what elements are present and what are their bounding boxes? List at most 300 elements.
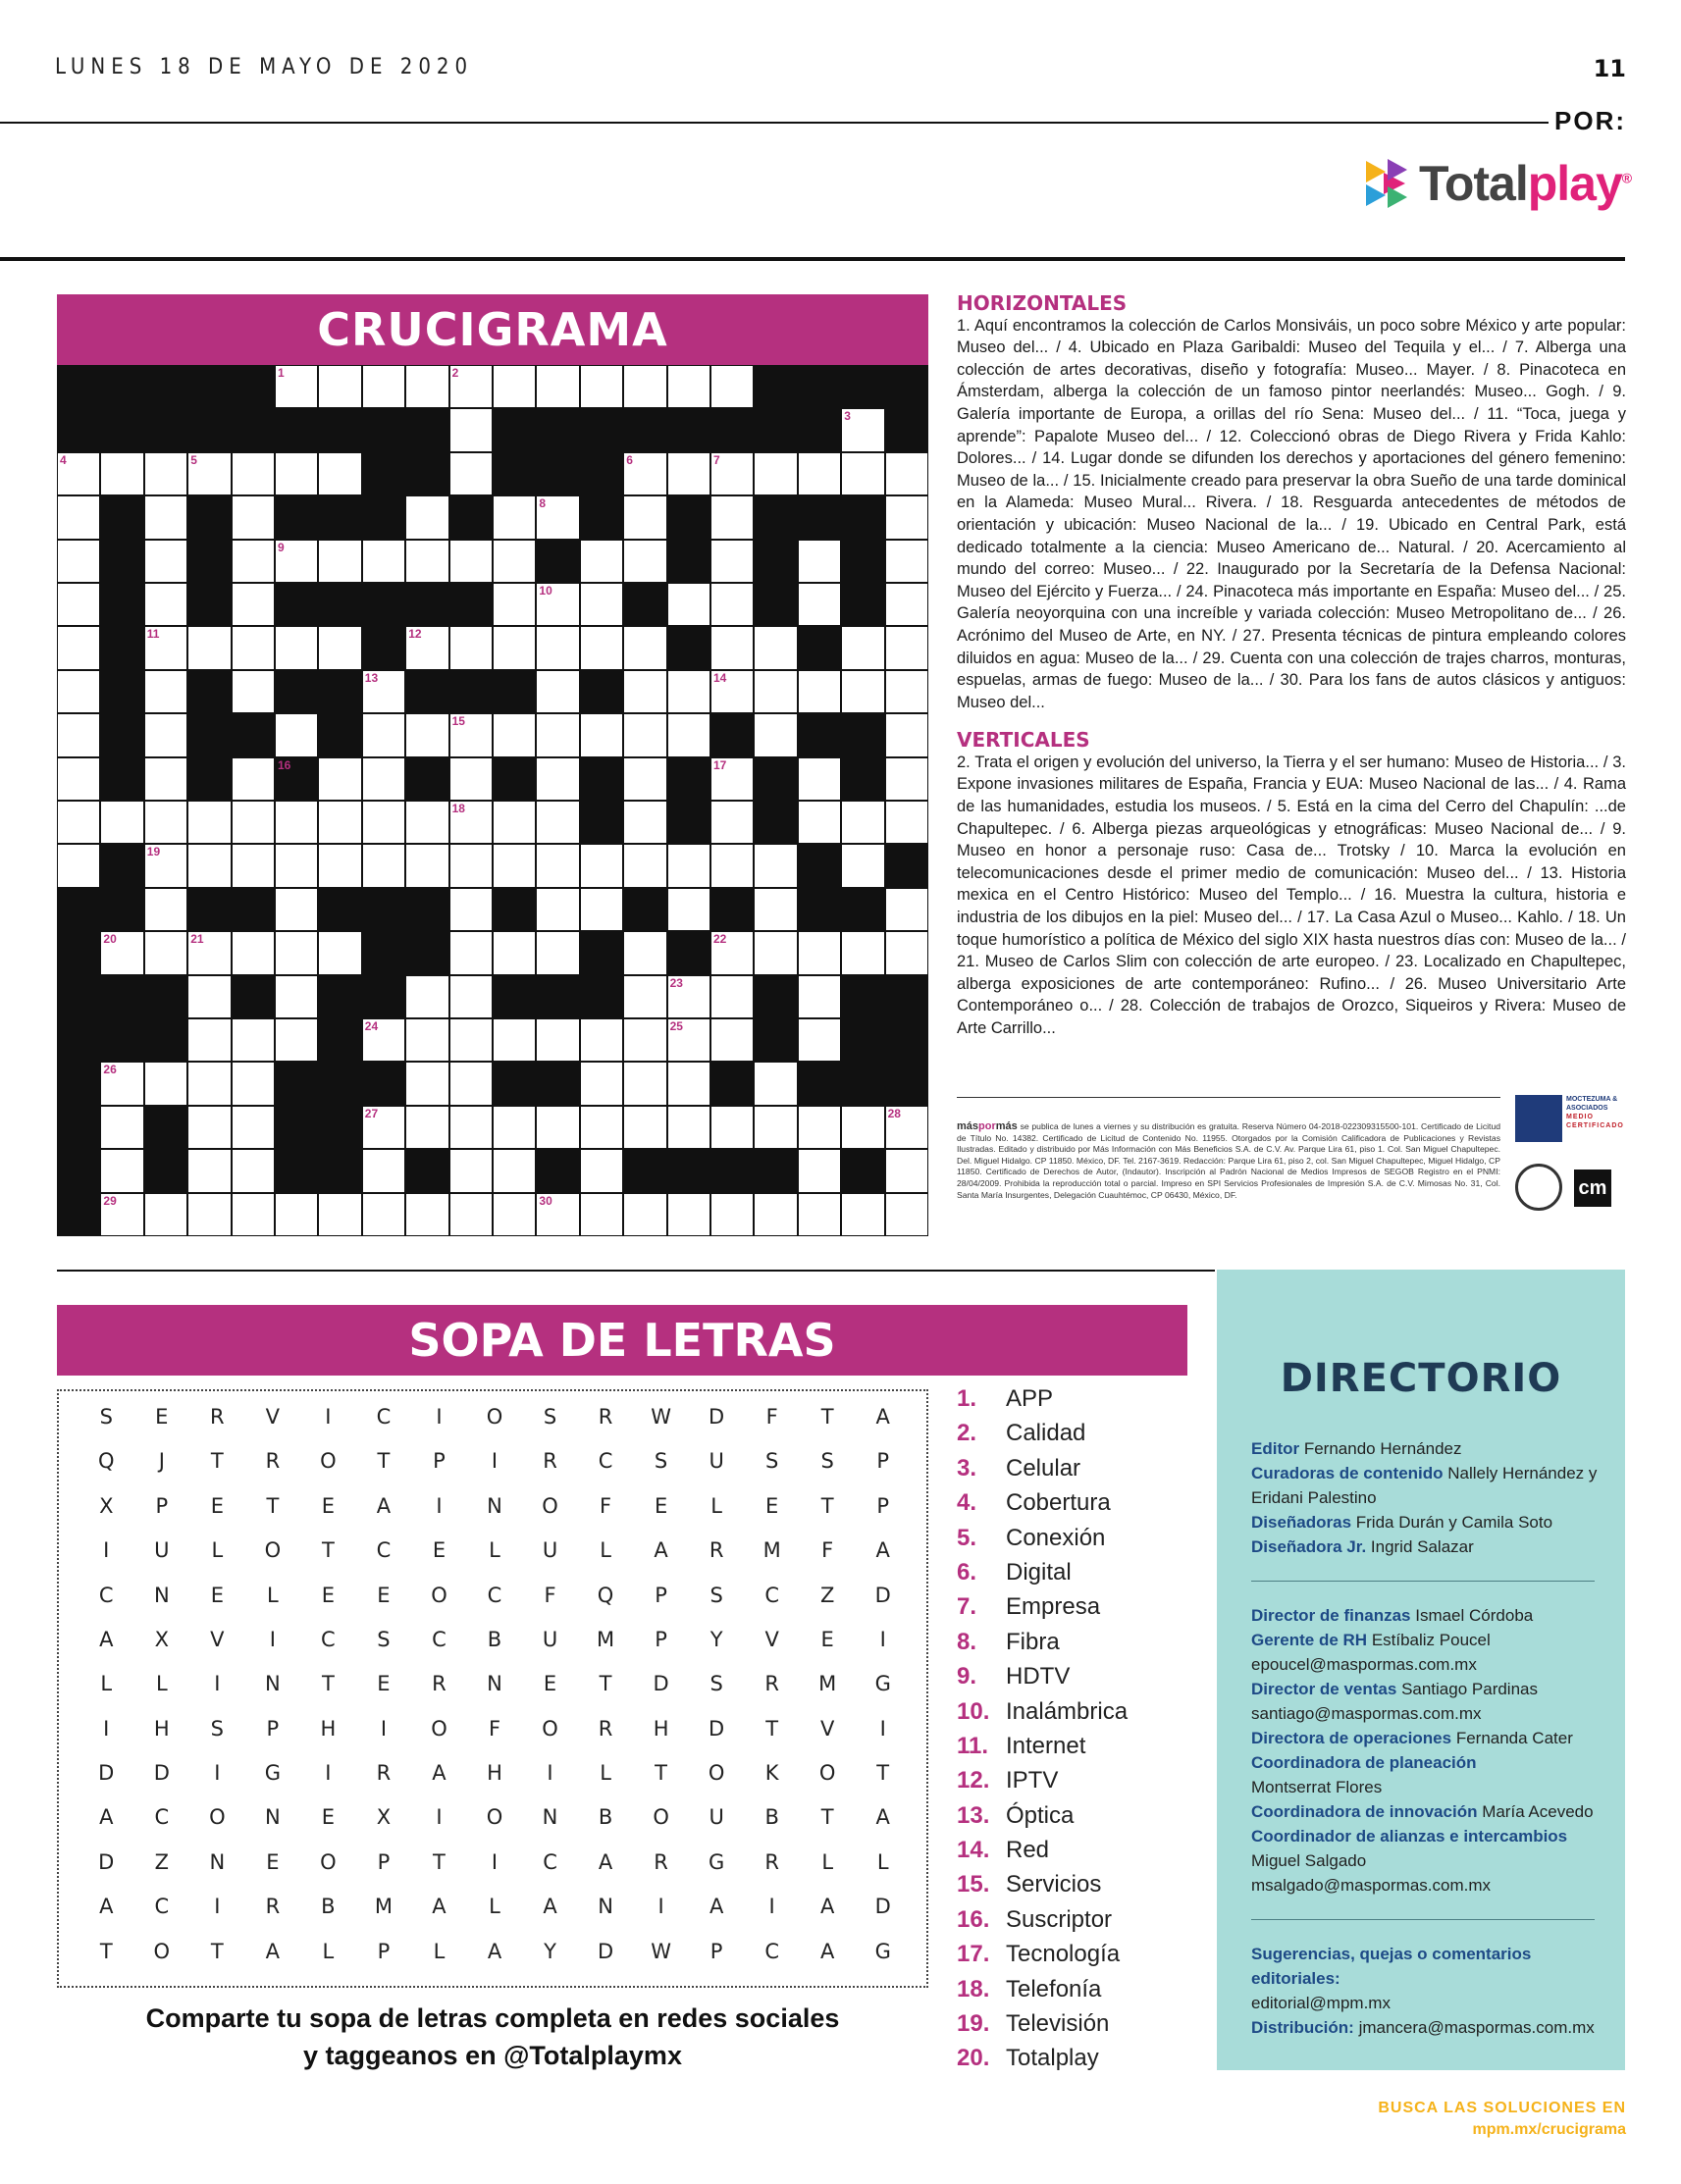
crossword-cell[interactable]: [319, 627, 360, 668]
crossword-cell[interactable]: [711, 584, 753, 625]
crossword-cell[interactable]: [886, 541, 927, 582]
crossword-cell[interactable]: [886, 802, 927, 843]
crossword-cell[interactable]: [799, 758, 840, 800]
wordsearch-letter[interactable]: D: [709, 1405, 725, 1429]
crossword-cell[interactable]: [581, 584, 622, 625]
crossword-cell[interactable]: [668, 1063, 709, 1104]
wordsearch-letter[interactable]: C: [598, 1449, 613, 1474]
crossword-cell[interactable]: [145, 496, 186, 538]
crossword-cell[interactable]: [145, 889, 186, 930]
crossword-cell[interactable]: [581, 627, 622, 668]
crossword-cell[interactable]: [886, 714, 927, 755]
crossword-cell[interactable]: [799, 802, 840, 843]
crossword-cell[interactable]: [886, 1194, 927, 1235]
crossword-cell[interactable]: [450, 889, 492, 930]
crossword-cell[interactable]: [145, 584, 186, 625]
crossword-cell[interactable]: [537, 758, 578, 800]
crossword-cell[interactable]: [711, 1194, 753, 1235]
wordsearch-letter[interactable]: T: [266, 1493, 280, 1518]
crossword-cell[interactable]: [624, 976, 665, 1017]
wordsearch-letter[interactable]: R: [543, 1449, 557, 1474]
wordsearch-letter[interactable]: N: [153, 1583, 170, 1607]
crossword-cell[interactable]: [233, 584, 274, 625]
crossword-cell[interactable]: [494, 584, 535, 625]
crossword-cell[interactable]: [188, 1063, 230, 1104]
wordsearch-letter[interactable]: T: [820, 1805, 834, 1830]
wordsearch-letter[interactable]: B: [321, 1895, 336, 1919]
wordsearch-letter[interactable]: X: [99, 1493, 114, 1518]
crossword-cell[interactable]: [886, 671, 927, 712]
wordsearch-letter[interactable]: O: [542, 1493, 558, 1518]
crossword-cell[interactable]: [450, 1063, 492, 1104]
wordsearch-letter[interactable]: P: [709, 1939, 723, 1963]
crossword-cell[interactable]: [406, 1063, 447, 1104]
wordsearch-letter[interactable]: O: [431, 1583, 447, 1607]
wordsearch-letter[interactable]: R: [654, 1849, 668, 1874]
wordsearch-letter[interactable]: G: [874, 1672, 891, 1696]
crossword-cell[interactable]: [406, 714, 447, 755]
wordsearch-letter[interactable]: C: [376, 1538, 392, 1563]
crossword-cell[interactable]: [145, 714, 186, 755]
wordsearch-letter[interactable]: L: [433, 1939, 446, 1963]
wordsearch-letter[interactable]: O: [153, 1939, 171, 1963]
wordsearch-letter[interactable]: C: [764, 1939, 779, 1963]
crossword-cell[interactable]: [581, 366, 622, 407]
wordsearch-letter[interactable]: D: [709, 1716, 725, 1741]
crossword-cell[interactable]: [319, 932, 360, 973]
wordsearch-letter[interactable]: U: [709, 1805, 724, 1830]
wordsearch-letter[interactable]: D: [597, 1939, 614, 1963]
wordsearch-letter[interactable]: U: [542, 1627, 558, 1651]
wordsearch-letter[interactable]: E: [321, 1493, 336, 1518]
crossword-cell[interactable]: [886, 496, 927, 538]
wordsearch-letter[interactable]: X: [154, 1627, 169, 1651]
crossword-cell[interactable]: [188, 1019, 230, 1061]
wordsearch-letter[interactable]: Y: [544, 1939, 556, 1963]
wordsearch-letter[interactable]: D: [653, 1672, 669, 1696]
wordsearch-letter[interactable]: O: [264, 1538, 282, 1563]
wordsearch-letter[interactable]: A: [376, 1493, 392, 1518]
crossword-cell[interactable]: [145, 758, 186, 800]
crossword-cell[interactable]: [363, 1194, 404, 1235]
wordsearch-letter[interactable]: V: [820, 1716, 835, 1741]
crossword-cell[interactable]: [276, 627, 317, 668]
crossword-cell[interactable]: [581, 541, 622, 582]
crossword-cell[interactable]: [276, 932, 317, 973]
crossword-cell[interactable]: [842, 1107, 883, 1148]
crossword-cell[interactable]: [450, 1150, 492, 1191]
crossword-cell[interactable]: [799, 584, 840, 625]
crossword-cell[interactable]: [537, 1107, 578, 1148]
wordsearch-letter[interactable]: P: [266, 1716, 280, 1741]
crossword-cell[interactable]: [711, 976, 753, 1017]
crossword-cell[interactable]: [624, 541, 665, 582]
crossword-cell[interactable]: [406, 1019, 447, 1061]
crossword-cell[interactable]: [755, 1063, 796, 1104]
crossword-cell[interactable]: [624, 932, 665, 973]
wordsearch-letter[interactable]: E: [654, 1493, 668, 1518]
crossword-cell[interactable]: [450, 627, 492, 668]
wordsearch-letter[interactable]: P: [377, 1939, 391, 1963]
wordsearch-letter[interactable]: E: [765, 1493, 779, 1518]
crossword-cell[interactable]: [494, 627, 535, 668]
wordsearch-letter[interactable]: E: [210, 1583, 224, 1607]
crossword-cell[interactable]: [58, 714, 99, 755]
wordsearch-letter[interactable]: I: [879, 1716, 886, 1741]
wordsearch-letter[interactable]: F: [821, 1538, 834, 1563]
crossword-cell[interactable]: [188, 1107, 230, 1148]
wordsearch-letter[interactable]: I: [103, 1716, 110, 1741]
wordsearch-letter[interactable]: T: [820, 1405, 834, 1429]
crossword-cell[interactable]: [581, 845, 622, 886]
crossword-cell[interactable]: [668, 714, 709, 755]
crossword-cell[interactable]: [668, 845, 709, 886]
wordsearch-letter[interactable]: I: [436, 1405, 443, 1429]
wordsearch-letter[interactable]: S: [99, 1405, 113, 1429]
crossword-cell[interactable]: [188, 802, 230, 843]
wordsearch-letter[interactable]: A: [99, 1895, 114, 1919]
wordsearch-letter[interactable]: I: [879, 1627, 886, 1651]
wordsearch-letter[interactable]: A: [432, 1895, 447, 1919]
wordsearch-letter[interactable]: D: [874, 1895, 891, 1919]
wordsearch-letter[interactable]: S: [377, 1627, 391, 1651]
wordsearch-letter[interactable]: E: [432, 1538, 447, 1563]
wordsearch-letter[interactable]: T: [377, 1449, 391, 1474]
wordsearch-letter[interactable]: W: [651, 1405, 671, 1429]
crossword-cell[interactable]: [668, 671, 709, 712]
wordsearch-letter[interactable]: L: [489, 1538, 500, 1563]
crossword-cell[interactable]: [624, 496, 665, 538]
crossword-cell[interactable]: [363, 802, 404, 843]
crossword-cell[interactable]: [624, 758, 665, 800]
wordsearch-letter[interactable]: Y: [709, 1627, 723, 1651]
crossword-cell[interactable]: [233, 627, 274, 668]
wordsearch-letter[interactable]: O: [653, 1805, 669, 1830]
crossword-cell[interactable]: [886, 627, 927, 668]
crossword-cell[interactable]: [494, 845, 535, 886]
crossword-cell[interactable]: [58, 845, 99, 886]
crossword-cell[interactable]: [188, 627, 230, 668]
crossword-cell[interactable]: [233, 845, 274, 886]
crossword-cell[interactable]: [537, 932, 578, 973]
crossword-cell[interactable]: [406, 802, 447, 843]
wordsearch-letter[interactable]: S: [709, 1672, 723, 1696]
crossword-cell[interactable]: [755, 845, 796, 886]
crossword-cell[interactable]: [624, 802, 665, 843]
wordsearch-letter[interactable]: S: [820, 1449, 834, 1474]
wordsearch-letter[interactable]: N: [265, 1805, 281, 1830]
wordsearch-letter[interactable]: V: [265, 1405, 281, 1429]
wordsearch-letter[interactable]: G: [874, 1939, 891, 1963]
crossword-cell[interactable]: [58, 541, 99, 582]
wordsearch-letter[interactable]: V: [764, 1627, 779, 1651]
wordsearch-letter[interactable]: A: [265, 1939, 281, 1963]
wordsearch-letter[interactable]: T: [876, 1761, 890, 1786]
wordsearch-letter[interactable]: S: [543, 1405, 557, 1429]
crossword-cell[interactable]: [799, 1194, 840, 1235]
crossword-cell[interactable]: [886, 584, 927, 625]
wordsearch-letter[interactable]: F: [600, 1493, 612, 1518]
crossword-cell[interactable]: [755, 453, 796, 494]
crossword-cell[interactable]: [145, 671, 186, 712]
wordsearch-letter[interactable]: E: [155, 1405, 169, 1429]
crossword-cell[interactable]: [363, 845, 404, 886]
crossword-cell[interactable]: [624, 1019, 665, 1061]
crossword-cell[interactable]: [145, 802, 186, 843]
crossword-cell[interactable]: [450, 1194, 492, 1235]
wordsearch-letter[interactable]: I: [325, 1761, 332, 1786]
crossword-cell[interactable]: [233, 1194, 274, 1235]
wordsearch-letter[interactable]: L: [600, 1761, 611, 1786]
wordsearch-letter[interactable]: U: [542, 1538, 558, 1563]
wordsearch-letter[interactable]: T: [655, 1761, 667, 1786]
wordsearch-letter[interactable]: A: [432, 1761, 447, 1786]
wordsearch-letter[interactable]: P: [655, 1583, 667, 1607]
wordsearch-letter[interactable]: T: [433, 1849, 446, 1874]
crossword-cell[interactable]: [450, 976, 492, 1017]
wordsearch-letter[interactable]: P: [155, 1493, 169, 1518]
crossword-cell[interactable]: [755, 932, 796, 973]
crossword-cell[interactable]: [58, 802, 99, 843]
crossword-cell[interactable]: [450, 1019, 492, 1061]
crossword-cell[interactable]: [494, 541, 535, 582]
wordsearch-letter[interactable]: O: [486, 1805, 503, 1830]
wordsearch-letter[interactable]: T: [820, 1493, 834, 1518]
crossword-cell[interactable]: [450, 845, 492, 886]
solutions-url[interactable]: mpm.mx/crucigrama: [1472, 2121, 1626, 2138]
wordsearch-letter[interactable]: D: [874, 1583, 891, 1607]
crossword-cell[interactable]: [101, 1107, 142, 1148]
crossword-cell[interactable]: [406, 976, 447, 1017]
crossword-cell[interactable]: [799, 932, 840, 973]
wordsearch-letter[interactable]: E: [210, 1493, 224, 1518]
wordsearch-letter[interactable]: S: [764, 1449, 779, 1474]
wordsearch-letter[interactable]: C: [154, 1805, 170, 1830]
crossword-cell[interactable]: [799, 976, 840, 1017]
wordsearch-letter[interactable]: W: [651, 1939, 671, 1963]
wordsearch-letter[interactable]: S: [210, 1716, 224, 1741]
wordsearch-letter[interactable]: I: [491, 1449, 499, 1474]
wordsearch-letter[interactable]: L: [155, 1672, 168, 1696]
wordsearch-letter[interactable]: I: [214, 1895, 221, 1919]
wordsearch-letter[interactable]: Z: [154, 1849, 169, 1874]
wordsearch-letter[interactable]: A: [654, 1538, 668, 1563]
wordsearch-letter[interactable]: A: [487, 1939, 502, 1963]
crossword-cell[interactable]: [233, 802, 274, 843]
crossword-cell[interactable]: [755, 627, 796, 668]
crossword-cell[interactable]: [319, 758, 360, 800]
crossword-cell[interactable]: [537, 889, 578, 930]
crossword-cell[interactable]: [58, 671, 99, 712]
crossword-cell[interactable]: [188, 976, 230, 1017]
crossword-cell[interactable]: [494, 1019, 535, 1061]
wordsearch-letter[interactable]: O: [431, 1716, 447, 1741]
wordsearch-letter[interactable]: Z: [819, 1583, 835, 1607]
crossword-cell[interactable]: [842, 802, 883, 843]
crossword-cell[interactable]: [799, 1150, 840, 1191]
crossword-cell[interactable]: [842, 932, 883, 973]
wordsearch-letter[interactable]: R: [709, 1538, 724, 1563]
wordsearch-letter[interactable]: A: [875, 1405, 890, 1429]
wordsearch-letter[interactable]: A: [875, 1805, 890, 1830]
wordsearch-letter[interactable]: B: [764, 1805, 779, 1830]
crossword-cell[interactable]: [101, 1150, 142, 1191]
crossword-cell[interactable]: [188, 1150, 230, 1191]
wordsearch-letter[interactable]: L: [600, 1538, 611, 1563]
crossword-cell[interactable]: [406, 541, 447, 582]
crossword-cell[interactable]: [711, 1019, 753, 1061]
crossword-cell[interactable]: [581, 1150, 622, 1191]
crossword-cell[interactable]: [494, 1107, 535, 1148]
wordsearch-letter[interactable]: C: [764, 1583, 779, 1607]
wordsearch-letter[interactable]: I: [491, 1849, 499, 1874]
wordsearch-letter[interactable]: D: [153, 1761, 170, 1786]
crossword-cell[interactable]: [319, 802, 360, 843]
crossword-cell[interactable]: [494, 1150, 535, 1191]
wordsearch-letter[interactable]: K: [764, 1761, 779, 1786]
crossword-cell[interactable]: [624, 714, 665, 755]
wordsearch-letter[interactable]: R: [598, 1716, 613, 1741]
crossword-cell[interactable]: [755, 714, 796, 755]
crossword-cell[interactable]: [624, 366, 665, 407]
crossword-cell[interactable]: [406, 1107, 447, 1148]
crossword-cell[interactable]: [711, 496, 753, 538]
crossword-cell[interactable]: [363, 714, 404, 755]
wordsearch-letter[interactable]: T: [321, 1672, 335, 1696]
wordsearch-letter[interactable]: C: [432, 1627, 447, 1651]
wordsearch-letter[interactable]: L: [876, 1849, 889, 1874]
wordsearch-letter[interactable]: P: [876, 1493, 890, 1518]
crossword-cell[interactable]: [145, 932, 186, 973]
wordsearch-letter[interactable]: A: [99, 1627, 114, 1651]
crossword-cell[interactable]: [624, 627, 665, 668]
crossword-cell[interactable]: [450, 1107, 492, 1148]
wordsearch-letter[interactable]: C: [376, 1405, 392, 1429]
wordsearch-letter[interactable]: V: [210, 1627, 225, 1651]
wordsearch-letter[interactable]: R: [764, 1672, 779, 1696]
crossword-cell[interactable]: [101, 802, 142, 843]
crossword-cell[interactable]: [711, 802, 753, 843]
crossword-cell[interactable]: [58, 496, 99, 538]
wordsearch-letter[interactable]: M: [597, 1627, 615, 1651]
crossword-cell[interactable]: [276, 845, 317, 886]
wordsearch-letter[interactable]: R: [764, 1849, 779, 1874]
wordsearch-letter[interactable]: C: [487, 1583, 502, 1607]
wordsearch-letter[interactable]: S: [654, 1449, 668, 1474]
crossword-cell[interactable]: [842, 671, 883, 712]
crossword-cell[interactable]: [799, 453, 840, 494]
wordsearch-letter[interactable]: C: [321, 1627, 336, 1651]
crossword-cell[interactable]: [233, 541, 274, 582]
crossword-cell[interactable]: [276, 802, 317, 843]
wordsearch-letter[interactable]: P: [655, 1627, 667, 1651]
crossword-cell[interactable]: [145, 1063, 186, 1104]
crossword-cell[interactable]: [406, 1194, 447, 1235]
wordsearch-letter[interactable]: D: [98, 1761, 115, 1786]
wordsearch-letter[interactable]: S: [709, 1583, 723, 1607]
crossword-cell[interactable]: [886, 758, 927, 800]
crossword-cell[interactable]: [319, 453, 360, 494]
crossword-cell[interactable]: [624, 1063, 665, 1104]
crossword-cell[interactable]: [799, 541, 840, 582]
crossword-cell[interactable]: [755, 1194, 796, 1235]
crossword-cell[interactable]: [58, 627, 99, 668]
crossword-cell[interactable]: [494, 496, 535, 538]
wordsearch-letter[interactable]: L: [821, 1849, 834, 1874]
wordsearch-letter[interactable]: L: [100, 1672, 113, 1696]
crossword-cell[interactable]: [799, 1019, 840, 1061]
wordsearch-letter[interactable]: N: [598, 1895, 613, 1919]
crossword-cell[interactable]: [624, 671, 665, 712]
wordsearch-letter[interactable]: R: [210, 1405, 225, 1429]
wordsearch-letter[interactable]: O: [542, 1716, 558, 1741]
crossword-cell[interactable]: [494, 1194, 535, 1235]
wordsearch-letter[interactable]: R: [598, 1405, 613, 1429]
crossword-cell[interactable]: [668, 453, 709, 494]
wordsearch-letter[interactable]: A: [820, 1939, 835, 1963]
crossword-cell[interactable]: [145, 541, 186, 582]
crossword-cell[interactable]: [58, 584, 99, 625]
crossword-cell[interactable]: [711, 541, 753, 582]
wordsearch-letter[interactable]: H: [153, 1716, 170, 1741]
crossword-cell[interactable]: [188, 845, 230, 886]
crossword-cell[interactable]: [668, 584, 709, 625]
wordsearch-letter[interactable]: Q: [597, 1583, 614, 1607]
crossword-cell[interactable]: [537, 714, 578, 755]
crossword-cell[interactable]: [406, 496, 447, 538]
crossword-cell[interactable]: [799, 1107, 840, 1148]
crossword-cell[interactable]: [233, 453, 274, 494]
wordsearch-letter[interactable]: H: [487, 1761, 502, 1786]
crossword-cell[interactable]: [537, 366, 578, 407]
crossword-cell[interactable]: [668, 1194, 709, 1235]
wordsearch-letter[interactable]: A: [820, 1895, 835, 1919]
crossword-cell[interactable]: [363, 758, 404, 800]
wordsearch-letter[interactable]: T: [99, 1939, 113, 1963]
crossword-cell[interactable]: [319, 366, 360, 407]
wordsearch-letter[interactable]: H: [653, 1716, 669, 1741]
wordsearch-letter[interactable]: N: [209, 1849, 226, 1874]
crossword-cell[interactable]: [842, 1194, 883, 1235]
crossword-cell[interactable]: [886, 1150, 927, 1191]
wordsearch-letter[interactable]: L: [322, 1939, 335, 1963]
wordsearch-letter[interactable]: I: [214, 1672, 221, 1696]
crossword-cell[interactable]: [711, 366, 753, 407]
crossword-cell[interactable]: [450, 932, 492, 973]
wordsearch-letter[interactable]: F: [488, 1716, 501, 1741]
wordsearch-letter[interactable]: M: [818, 1672, 837, 1696]
crossword-cell[interactable]: [537, 671, 578, 712]
wordsearch-letter[interactable]: U: [154, 1538, 170, 1563]
crossword-cell[interactable]: [363, 366, 404, 407]
crossword-cell[interactable]: [842, 453, 883, 494]
wordsearch-letter[interactable]: N: [487, 1493, 502, 1518]
wordsearch-letter[interactable]: I: [269, 1627, 276, 1651]
crossword-cell[interactable]: [581, 1019, 622, 1061]
wordsearch-letter[interactable]: G: [708, 1849, 725, 1874]
wordsearch-letter[interactable]: E: [377, 1583, 391, 1607]
wordsearch-letter[interactable]: G: [264, 1761, 281, 1786]
wordsearch-letter[interactable]: F: [765, 1405, 778, 1429]
wordsearch-letter[interactable]: T: [210, 1449, 224, 1474]
wordsearch-letter[interactable]: N: [265, 1672, 281, 1696]
crossword-cell[interactable]: [406, 845, 447, 886]
wordsearch-letter[interactable]: N: [487, 1672, 502, 1696]
wordsearch-letter[interactable]: I: [380, 1716, 388, 1741]
wordsearch-letter[interactable]: E: [543, 1672, 557, 1696]
wordsearch-letter[interactable]: M: [374, 1895, 393, 1919]
wordsearch-letter[interactable]: I: [103, 1538, 110, 1563]
